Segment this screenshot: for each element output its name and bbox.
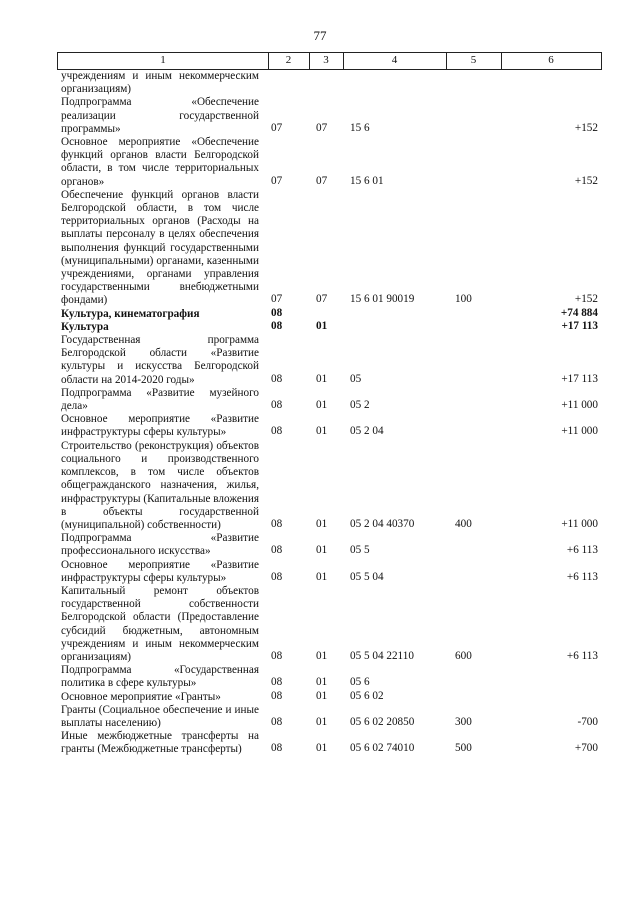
- row-cell-c3: 01: [316, 517, 328, 530]
- row-name: Подпрограмма «Развитие музейного дела»: [61, 386, 259, 413]
- row-name: Основное мероприятие «Развитие инфраструктуры сферы культуры»: [61, 413, 259, 439]
- row-cell-c4: 05 6 02 20850: [350, 715, 415, 728]
- row-name: Основное мероприятие «Обеспечение функций органов власти Белгородской области, в том числе территориальных органов»: [61, 136, 259, 188]
- row-cell-c3: 01: [316, 715, 328, 728]
- row-cell-c4: 05 6 02: [350, 689, 384, 702]
- row-cell-c2: 08: [271, 544, 283, 557]
- row-cell-c2: 07: [271, 174, 283, 187]
- row-cell-c2: 08: [271, 689, 283, 702]
- row-cell-c3: 01: [316, 372, 328, 385]
- row-cell-c6: +74 884: [560, 306, 598, 319]
- row-cell-c2: 08: [271, 319, 283, 332]
- table-row: [57, 691, 602, 704]
- row-cell-c2: 08: [271, 715, 283, 728]
- row-cell-c5: 100: [455, 293, 472, 306]
- table-row: [57, 96, 602, 136]
- header-col-5: 5: [470, 54, 477, 66]
- row-cell-c6: +11 000: [561, 517, 598, 530]
- row-cell-c4: 15 6: [350, 121, 370, 134]
- row-name: Капитальный ремонт объектов государственной собственности Белгородской области (Предоставление субсидий бюджетным, автономным учреждениям и иным некоммерческим организациям): [61, 584, 259, 663]
- row-cell-c4: 05 5: [350, 544, 370, 557]
- row-cell-c4: 05 6: [350, 676, 370, 689]
- row-cell-c6: +17 113: [561, 319, 598, 332]
- row-cell-c3: 01: [316, 399, 328, 412]
- table-row: [57, 387, 602, 413]
- row-cell-c2: 08: [271, 649, 283, 662]
- row-cell-c2: 07: [271, 121, 283, 134]
- row-cell-c3: 01: [316, 676, 328, 689]
- row-name: Государственная программа Белгородской области «Развитие культуры и искусства Белгородской области на 2014-2020 годы»: [61, 334, 259, 386]
- row-cell-c4: 05 5 04: [350, 570, 384, 583]
- row-name: Строительство (реконструкция) объектов социального и производственного комплексов, в том числе объектов общегражданского назначения, жилья, инфраструктуры (Капитальные вложения в объекты государственной (муниципальной) собственности): [61, 439, 259, 531]
- row-cell-c4: 15 6 01: [350, 174, 384, 187]
- row-cell-c2: 08: [271, 425, 283, 438]
- table-row: [57, 440, 602, 532]
- row-cell-c3: 07: [316, 293, 328, 306]
- row-cell-c6: +152: [574, 121, 598, 134]
- row-name: Культура: [61, 320, 109, 333]
- row-cell-c4: 05: [350, 372, 362, 385]
- table-row: [57, 664, 602, 690]
- row-cell-c6: +152: [574, 293, 598, 306]
- row-cell-c3: 01: [316, 544, 328, 557]
- table-row: [57, 308, 602, 321]
- header-col-6: 6: [548, 54, 554, 66]
- row-cell-c4: 05 2 04 40370: [350, 517, 415, 530]
- row-cell-c2: 08: [271, 306, 283, 319]
- row-cell-c6: +6 113: [566, 544, 598, 557]
- row-cell-c6: +6 113: [566, 570, 598, 583]
- row-cell-c6: +17 113: [561, 372, 598, 385]
- row-cell-c3: 01: [316, 319, 328, 332]
- row-name: Подпрограмма «Развитие профессионального искусства»: [61, 532, 259, 558]
- budget-table: [57, 52, 602, 757]
- row-cell-c4: 05 6 02 74010: [350, 742, 415, 755]
- header-col-1: 1: [160, 54, 166, 66]
- table-header: [57, 52, 602, 70]
- table-row: [57, 189, 602, 308]
- header-col-4: 4: [391, 54, 398, 66]
- header-col-2: 2: [285, 54, 292, 66]
- row-cell-c6: +11 000: [561, 399, 598, 412]
- table-row: [57, 334, 602, 387]
- row-name: Основное мероприятие «Гранты»: [61, 690, 221, 703]
- row-cell-c3: 07: [316, 121, 328, 134]
- table-row: [57, 532, 602, 558]
- row-cell-c2: 08: [271, 676, 283, 689]
- row-cell-c3: 01: [316, 425, 328, 438]
- table-row: [57, 559, 602, 585]
- row-cell-c5: 300: [455, 715, 472, 728]
- row-cell-c6: +152: [574, 174, 598, 187]
- row-cell-c4: 15 6 01 90019: [350, 293, 415, 306]
- row-cell-c2: 07: [271, 293, 283, 306]
- row-cell-c2: 08: [271, 517, 283, 530]
- row-name: Подпрограмма «Обеспечение реализации государственной программы»: [61, 96, 259, 135]
- table-row: [57, 704, 602, 730]
- row-cell-c6: +6 113: [566, 649, 598, 662]
- row-cell-c3: 01: [316, 570, 328, 583]
- row-cell-c6: +700: [574, 742, 598, 755]
- row-cell-c5: 400: [455, 517, 472, 530]
- row-cell-c4: 05 2 04: [350, 425, 384, 438]
- table-body: [57, 70, 602, 757]
- row-cell-c5: 600: [455, 649, 472, 662]
- row-cell-c2: 08: [271, 742, 283, 755]
- table-row: [57, 136, 602, 189]
- row-cell-c5: 500: [455, 742, 472, 755]
- page-number: 77: [313, 28, 327, 43]
- row-name: Основное мероприятие «Развитие инфраструктуры сферы культуры»: [61, 558, 259, 584]
- row-name: Обеспечение функций органов власти Белгородской области, в том числе территориальных органов (Расходы на выплаты персоналу в целях обеспечения выполнения функций государственными (муниципальными) органами, казенными учреждениями, органами управления государственными внебюджетными фондами): [61, 188, 259, 307]
- row-cell-c2: 08: [271, 372, 283, 385]
- row-name: Культура, кинематография: [61, 307, 200, 320]
- row-cell-c2: 08: [271, 570, 283, 583]
- row-cell-c3: 01: [316, 689, 328, 702]
- row-cell-c4: 05 2: [350, 399, 370, 412]
- table-row: [57, 585, 602, 664]
- table-row: [57, 321, 602, 334]
- table-row: [57, 413, 602, 439]
- row-cell-c6: +11 000: [561, 425, 598, 438]
- row-cell-c4: 05 5 04 22110: [350, 649, 414, 662]
- row-cell-c3: 01: [316, 742, 328, 755]
- row-cell-c3: 07: [316, 174, 328, 187]
- row-name: Иные межбюджетные трансферты на гранты (Межбюджетные трансферты): [61, 730, 259, 756]
- row-cell-c6: -700: [577, 715, 598, 728]
- row-name: Подпрограмма «Государственная политика в сфере культуры»: [61, 664, 259, 690]
- row-cell-c2: 08: [271, 399, 283, 412]
- table-row: [57, 70, 602, 96]
- row-name: учреждениям и иным некоммерческим организациям): [61, 70, 259, 96]
- header-col-3: 3: [323, 54, 329, 66]
- row-name: Гранты (Социальное обеспечение и иные выплаты населению): [61, 703, 259, 729]
- row-cell-c3: 01: [316, 649, 328, 662]
- table-row: [57, 730, 602, 756]
